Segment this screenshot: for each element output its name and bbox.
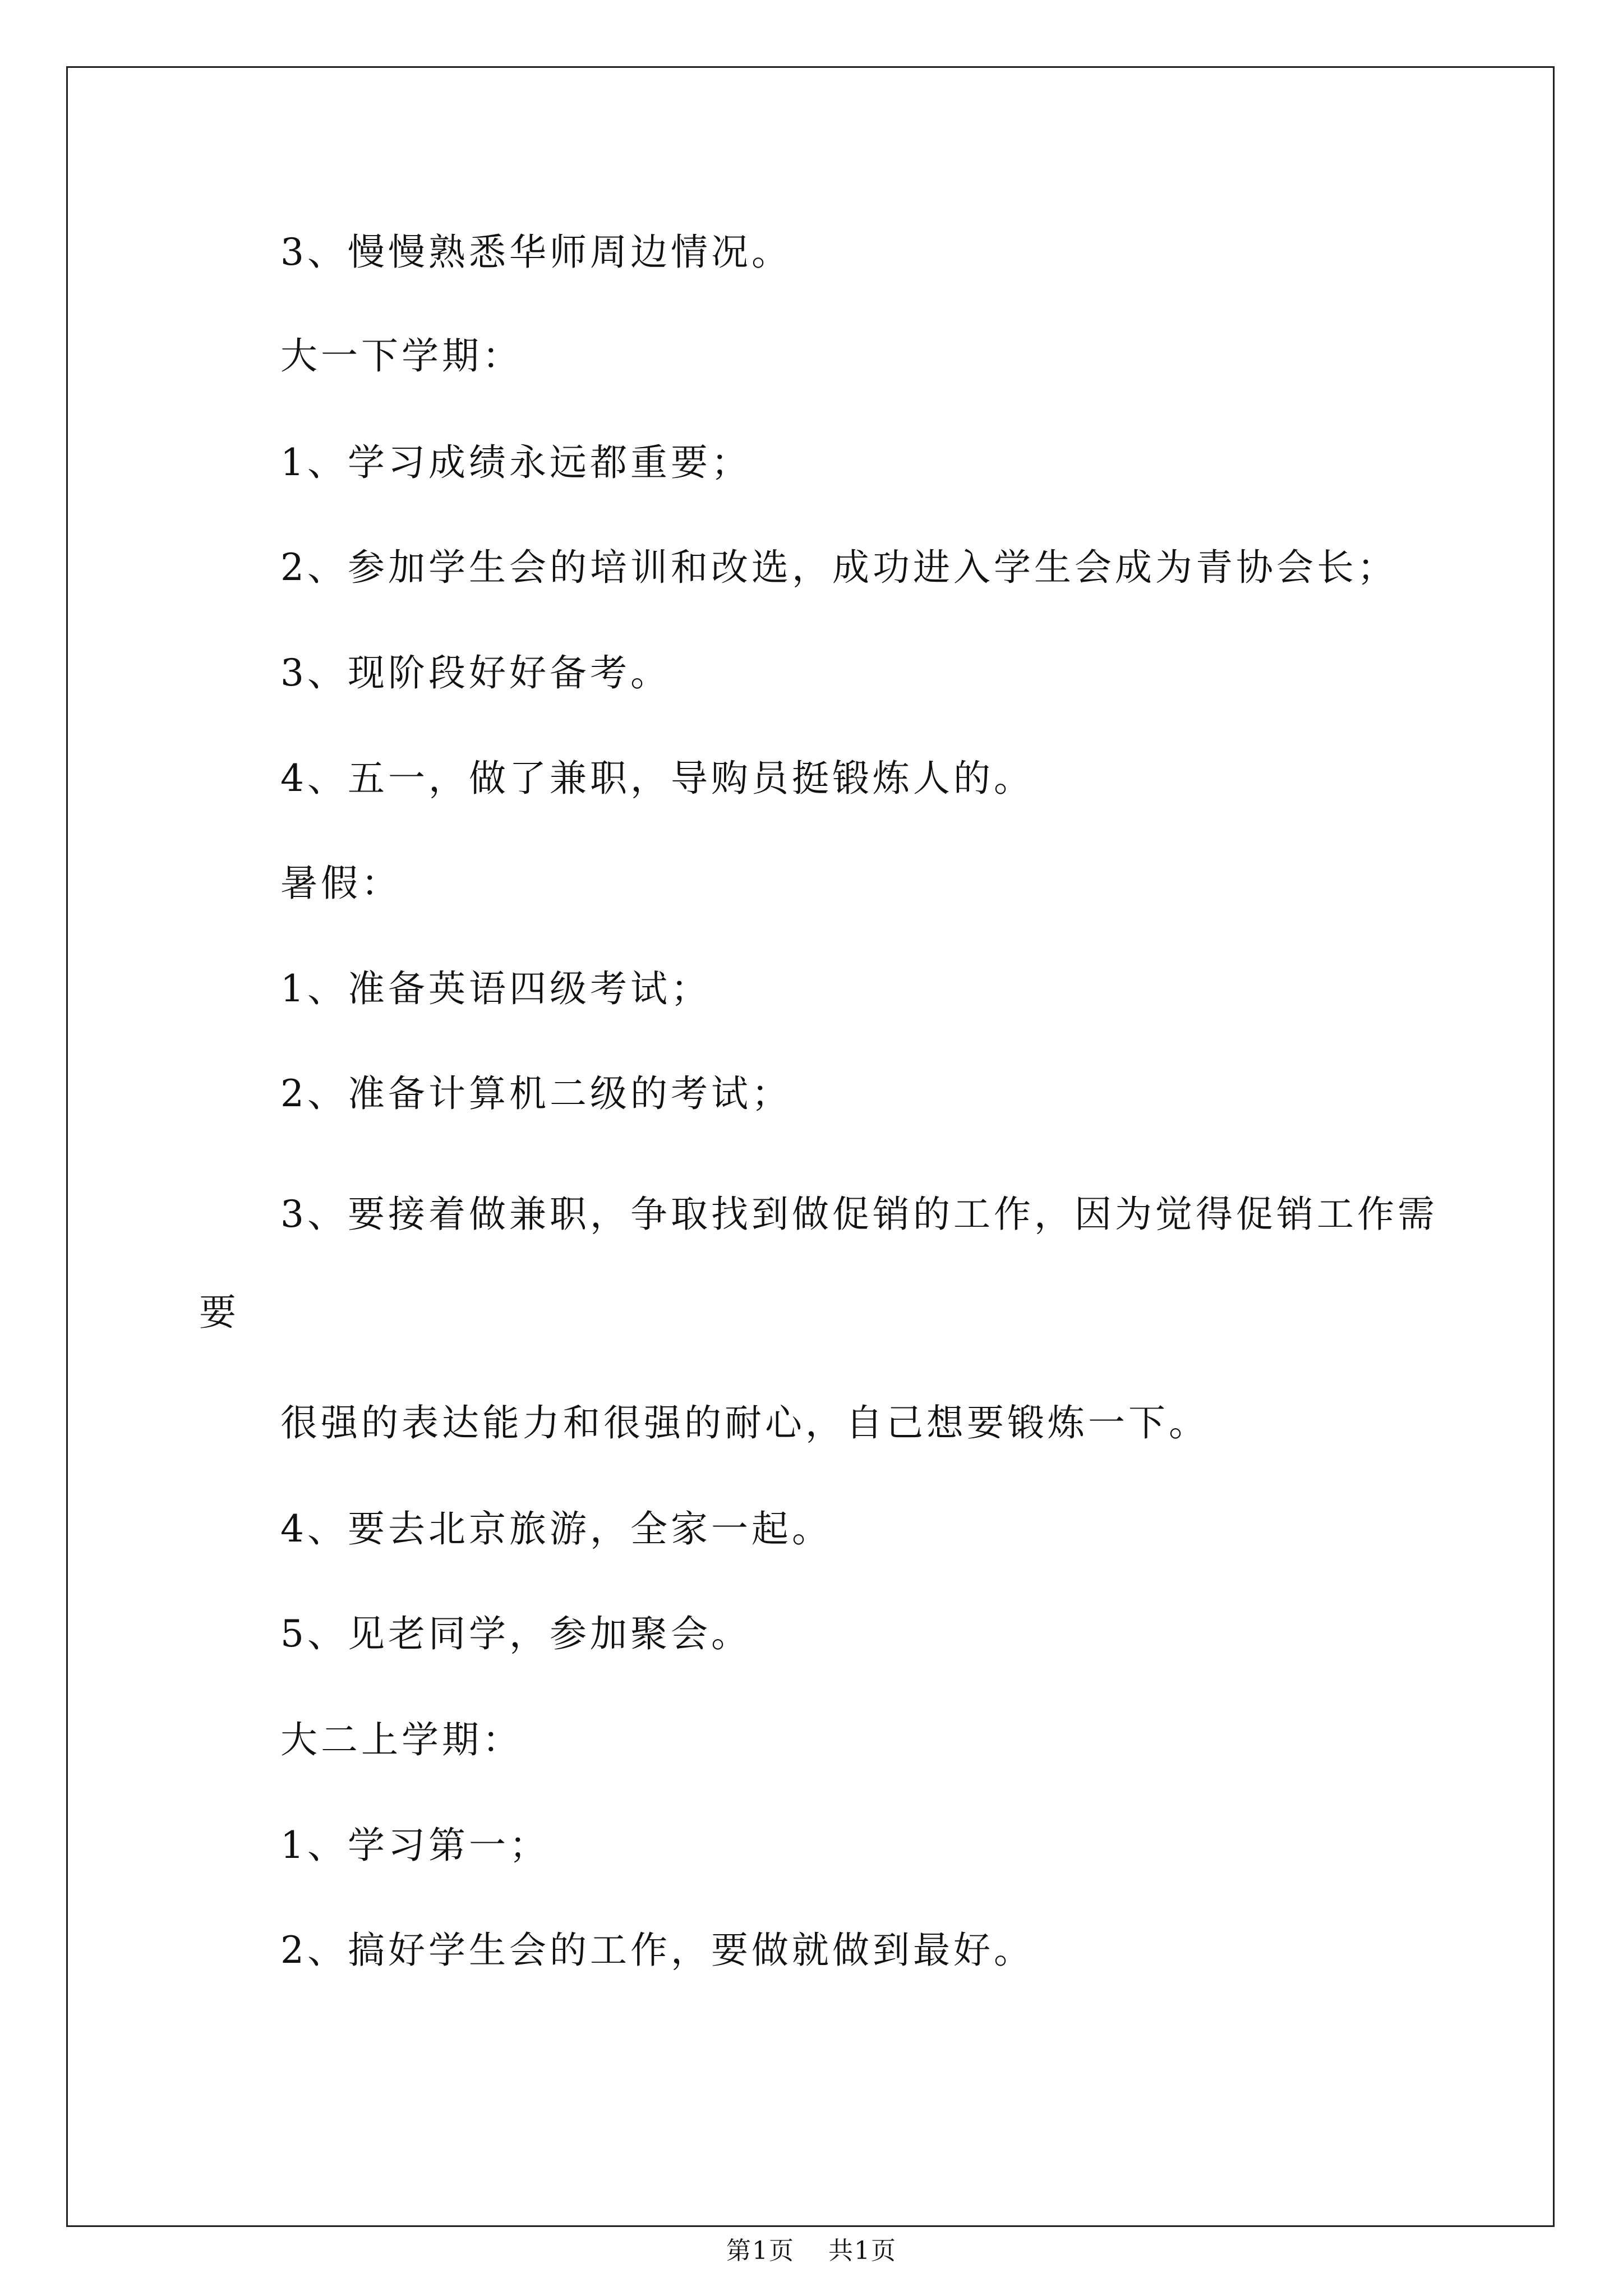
section-heading: 大一下学期： xyxy=(280,334,523,378)
text-line: 2、准备计算机二级的考试； xyxy=(280,1072,792,1115)
text-line: 1、学习第一； xyxy=(280,1824,550,1867)
text-line: 1、学习成绩永远都重要； xyxy=(280,441,751,484)
text-line: 5、见老同学，参加聚会。 xyxy=(280,1612,751,1655)
text-line: 3、现阶段好好备考。 xyxy=(280,651,671,694)
page-footer xyxy=(0,2235,1623,2267)
text-line: 很强的表达能力和很强的耐心，自己想要锻炼一下。 xyxy=(280,1401,1209,1444)
text-line: 4、要去北京旅游，全家一起。 xyxy=(280,1507,832,1550)
section-heading: 暑假： xyxy=(280,862,402,905)
page-border xyxy=(66,66,1555,2227)
text-line: 3、慢慢熟悉华师周边情况。 xyxy=(280,231,792,274)
page-number: 第1页 xyxy=(726,2237,795,2265)
text-line: 要 xyxy=(199,1291,239,1334)
text-line: 1、准备英语四级考试； xyxy=(280,967,711,1010)
text-line: 2、参加学生会的培训和改选，成功进入学生会成为青协会长； xyxy=(280,546,1398,589)
page-total: 共1页 xyxy=(828,2237,897,2265)
section-heading: 大二上学期： xyxy=(280,1718,523,1761)
text-line: 2、搞好学生会的工作，要做就做到最好。 xyxy=(280,1929,1034,1972)
text-line: 3、要接着做兼职，争取找到做促销的工作，因为觉得促销工作需 xyxy=(280,1193,1438,1236)
text-line: 4、五一，做了兼职，导购员挺锻炼人的。 xyxy=(280,757,1034,800)
